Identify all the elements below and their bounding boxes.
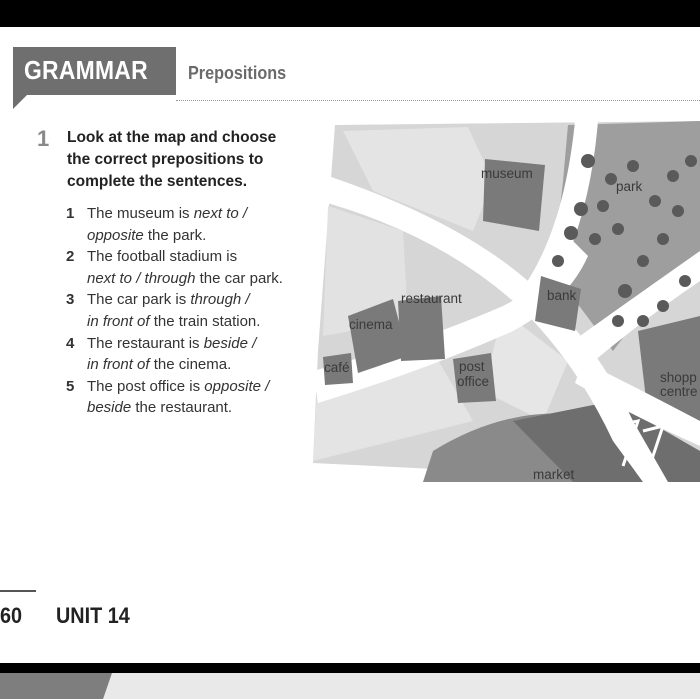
item-option[interactable]: opposite / bbox=[204, 377, 270, 395]
grammar-tab-tail bbox=[13, 95, 27, 109]
item-option[interactable]: in front of bbox=[87, 356, 150, 374]
town-map bbox=[313, 121, 700, 482]
item-number: 1 bbox=[66, 205, 75, 222]
item-option[interactable]: in front of bbox=[87, 312, 150, 330]
exercise-item bbox=[66, 246, 326, 289]
section-title: Prepositions bbox=[188, 63, 287, 83]
market-label: market bbox=[533, 467, 575, 482]
grammar-label: GRAMMAR bbox=[24, 55, 148, 85]
exercise-item bbox=[66, 289, 326, 332]
item-option[interactable]: next to / through bbox=[87, 269, 196, 287]
item-text: the restaurant. bbox=[131, 399, 233, 417]
exercise-instruction bbox=[67, 127, 307, 193]
item-text: The post office is bbox=[87, 377, 205, 395]
cinema-label: cinema bbox=[349, 317, 393, 332]
footer-divider bbox=[0, 590, 36, 592]
instruction-line: complete the sentences. bbox=[67, 173, 248, 190]
exercise-item bbox=[66, 203, 326, 246]
item-text: The museum is bbox=[87, 205, 194, 222]
park-label: park bbox=[616, 179, 643, 194]
item-text: The car park is bbox=[87, 291, 191, 309]
exercise-item bbox=[66, 333, 326, 376]
item-option[interactable]: beside / bbox=[203, 334, 257, 352]
item-option[interactable]: opposite bbox=[87, 226, 144, 244]
item-text: the car park. bbox=[195, 269, 283, 287]
item-number: 4 bbox=[66, 334, 75, 352]
instruction-line: Look at the map and choose bbox=[67, 129, 277, 146]
cafe-label: café bbox=[324, 360, 350, 375]
item-text: The football stadium is bbox=[87, 248, 238, 266]
exercise-items bbox=[66, 203, 326, 419]
post-office-label: post bbox=[459, 359, 485, 374]
exercise-number: 1 bbox=[37, 126, 50, 151]
header-divider bbox=[176, 100, 700, 101]
item-number: 3 bbox=[66, 291, 75, 309]
item-number: 5 bbox=[66, 377, 75, 395]
item-text: the train station. bbox=[149, 312, 261, 330]
item-option[interactable]: through / bbox=[190, 291, 250, 309]
item-option[interactable]: next to / bbox=[193, 205, 248, 222]
next-page-tab bbox=[0, 673, 112, 699]
page-number: 60 bbox=[0, 603, 23, 628]
exercise-item bbox=[66, 376, 326, 419]
restaurant-label: restaurant bbox=[401, 291, 462, 306]
item-text: The restaurant is bbox=[87, 334, 204, 352]
item-option[interactable]: beside bbox=[87, 399, 132, 417]
item-number: 2 bbox=[66, 248, 75, 266]
unit-label: UNIT 14 bbox=[56, 603, 130, 628]
post-office-label: office bbox=[457, 374, 490, 389]
museum-label: museum bbox=[481, 166, 533, 181]
shopping-centre-label: centre bbox=[660, 384, 698, 399]
item-text: the park. bbox=[143, 226, 207, 244]
bank-label: bank bbox=[547, 288, 577, 303]
workbook-page bbox=[0, 27, 700, 663]
instruction-line: the correct prepositions to bbox=[67, 151, 264, 168]
item-text: the cinema. bbox=[149, 356, 232, 374]
shopping-centre-label: shopp bbox=[660, 370, 697, 385]
